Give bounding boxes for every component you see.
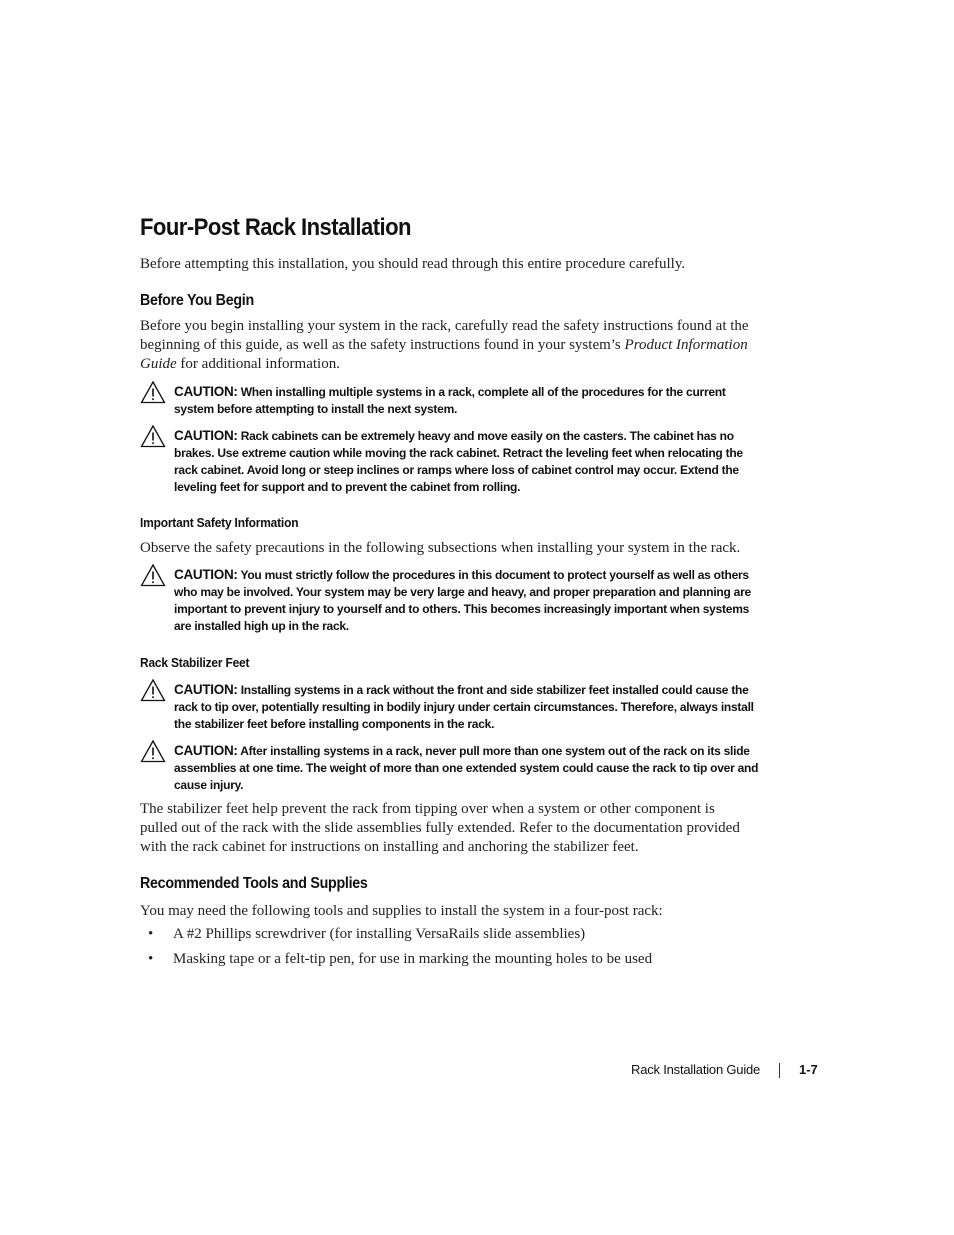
- warning-triangle-icon: [140, 563, 166, 587]
- intro-paragraph: Before attempting this installation, you should read through this entire procedure carefully.: [140, 256, 686, 272]
- subsection-heading-safety: Important Safety Information: [140, 515, 299, 530]
- caution-note: [140, 681, 760, 733]
- safety-paragraph: Observe the safety precautions in the following subsections when installing your system in the rack.: [140, 540, 741, 556]
- before-you-begin-paragraph: [140, 317, 755, 374]
- list-item: [140, 951, 760, 976]
- caution-note: [140, 383, 760, 418]
- caution-label: CAUTION:: [174, 384, 238, 399]
- list-item: [140, 926, 760, 951]
- footer-guide-title: Rack Installation Guide: [631, 1062, 761, 1077]
- caution-text: You must strictly follow the procedures in this document to protect yourself as well as others who may be involved. Your system may be very large and heavy, and proper preparation and planning are important to prevent injury to yourself and to others. This becomes increasingly important when systems are installed high up in the rack.: [174, 568, 751, 633]
- caution-label: CAUTION:: [174, 567, 238, 582]
- subsection-heading-stabilizer: Rack Stabilizer Feet: [140, 655, 250, 670]
- product-guide-title: Product Information Guide: [140, 337, 748, 372]
- caution-label: CAUTION:: [174, 682, 238, 697]
- page-number: 1-7: [799, 1062, 818, 1077]
- tools-paragraph: You may need the following tools and supplies to install the system in a four-post rack:: [140, 903, 663, 919]
- caution-note: [140, 566, 760, 635]
- caution-text: Rack cabinets can be extremely heavy and move easily on the casters. The cabinet has no brakes. Use extreme caution while moving the rack cabinet. Retract the leveling feet when relocating the rack cabinet. Avoid long or steep inclines or ramps where loss of cabinet control may occur. Extend the leveling feet for support and to prevent the cabinet from rolling.: [174, 429, 743, 494]
- caution-label: CAUTION:: [174, 428, 238, 443]
- warning-triangle-icon: [140, 380, 166, 404]
- list-item-text: Masking tape or a felt-tip pen, for use in marking the mounting holes to be used: [173, 951, 653, 967]
- footer-divider: [779, 1063, 780, 1078]
- caution-text: When installing multiple systems in a rack, complete all of the procedures for the current system before attempting to install the next system.: [174, 385, 726, 416]
- caution-text: After installing systems in a rack, never pull more than one system out of the rack on its slide assemblies at one time. The weight of more than one extended system could cause the rack to tip over and cause injury.: [174, 744, 759, 792]
- caution-text: Installing systems in a rack without the front and side stabilizer feet installed could cause the rack to tip over, potentially resulting in bodily injury under certain circumstances. Therefore, always install the stabilizer feet before installing components in the rack.: [174, 683, 754, 731]
- warning-triangle-icon: [140, 424, 166, 448]
- page-title: Four-Post Rack Installation: [140, 214, 411, 241]
- tools-list: [140, 926, 760, 976]
- bullet-glyph: •: [148, 926, 154, 942]
- stabilizer-paragraph: The stabilizer feet help prevent the rack from tipping over when a system or other component is pulled out of the rack with the slide assemblies fully extended. Refer to the documentation provided with the rack cabinet for instructions on installing and anchoring the stabilizer feet.: [140, 801, 740, 855]
- warning-triangle-icon: [140, 739, 166, 763]
- section-heading-tools: Recommended Tools and Supplies: [140, 875, 368, 892]
- section-heading-before-you-begin: Before You Begin: [140, 292, 254, 309]
- list-item-text: A #2 Phillips screwdriver (for installing VersaRails slide assemblies): [173, 926, 586, 942]
- warning-triangle-icon: [140, 678, 166, 702]
- bullet-glyph: •: [148, 951, 154, 967]
- paragraph-text: for additional information.: [176, 356, 340, 372]
- caution-note: [140, 427, 760, 496]
- paragraph-text: Before you begin installing your system in the rack, carefully read the safety instructions found at the beginning of this guide, as well as the safety instructions found in your system’s: [140, 318, 749, 353]
- caution-note: [140, 742, 760, 794]
- caution-label: CAUTION:: [174, 743, 238, 758]
